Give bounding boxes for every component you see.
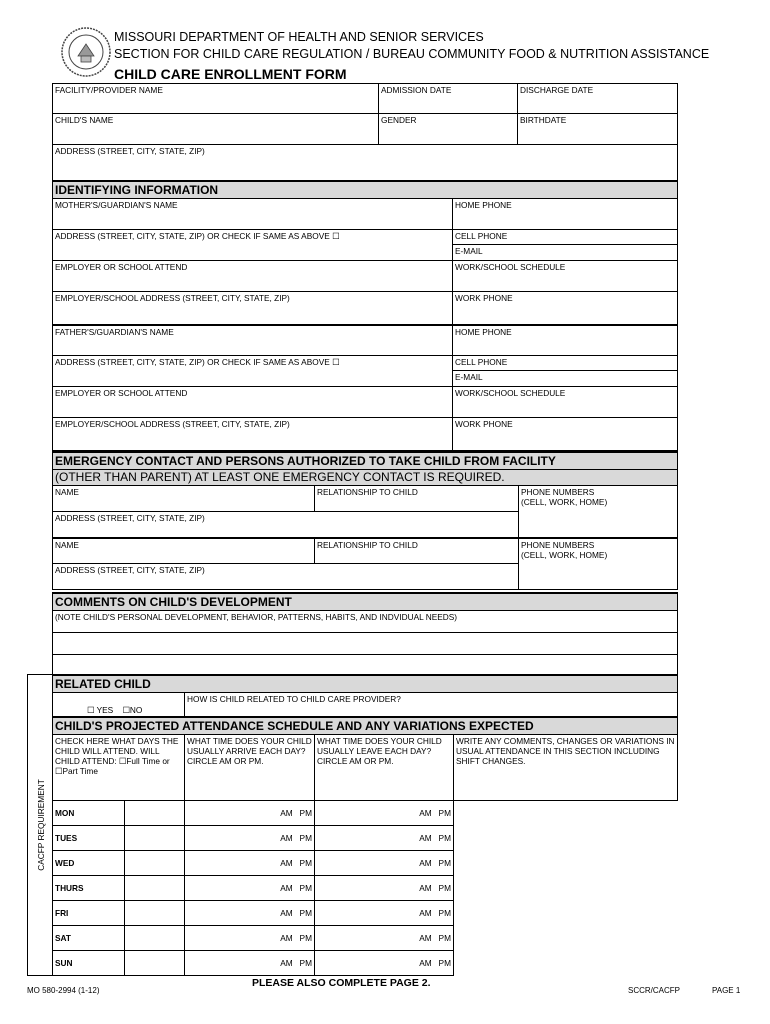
father-email-field[interactable]: E-MAIL bbox=[453, 371, 678, 387]
facility-name-field[interactable]: FACILITY/PROVIDER NAME bbox=[53, 84, 379, 114]
mother-work-phone-field[interactable]: WORK PHONE bbox=[453, 292, 678, 325]
mother-address-field[interactable]: ADDRESS (STREET, CITY, STATE, ZIP) OR CHECK IF SAME AS ABOVE ☐ bbox=[53, 230, 453, 261]
schedule-row-wed bbox=[53, 851, 678, 876]
day-label-sat: SAT bbox=[53, 926, 125, 951]
day-label-fri: FRI bbox=[53, 901, 125, 926]
related-question-field[interactable]: HOW IS CHILD RELATED TO CHILD CARE PROVIDER? bbox=[185, 693, 678, 717]
leave-time-tues[interactable]: AM PM bbox=[315, 826, 454, 851]
comments-variations-field[interactable]: WRITE ANY COMMENTS, CHANGES OR VARIATIONS IN USUAL ATTENDANCE IN THIS SECTION INCLUDING SHIFT CHANGES. bbox=[454, 735, 678, 801]
leave-time-fri[interactable]: AM PM bbox=[315, 901, 454, 926]
arrive-time-tues[interactable]: AM PM bbox=[185, 826, 315, 851]
mother-cell-field[interactable]: CELL PHONE bbox=[453, 230, 678, 245]
day-label-sun: SUN bbox=[53, 951, 125, 976]
emergency-table bbox=[52, 451, 678, 590]
related-yes-no[interactable] bbox=[53, 693, 185, 717]
mother-employer-address-field[interactable]: EMPLOYER/SCHOOL ADDRESS (STREET, CITY, STATE, ZIP) bbox=[53, 292, 453, 325]
form-title: CHILD CARE ENROLLMENT FORM bbox=[114, 66, 347, 82]
emergency1-name-field[interactable]: NAME bbox=[53, 486, 315, 512]
complete-page-2-note: PLEASE ALSO COMPLETE PAGE 2. bbox=[252, 977, 431, 989]
no-checkbox[interactable]: ☐NO bbox=[122, 705, 143, 715]
program-code: SCCR/CACFP bbox=[628, 986, 681, 995]
mother-schedule-field[interactable]: WORK/SCHOOL SCHEDULE bbox=[453, 261, 678, 292]
cacfp-requirement-label bbox=[27, 674, 53, 976]
form-number: MO 580-2994 (1-12) bbox=[27, 986, 100, 995]
emergency2-phone-field[interactable] bbox=[519, 538, 678, 590]
admission-date-field[interactable]: ADMISSION DATE bbox=[379, 84, 518, 114]
arrive-time-sun[interactable]: AM PM bbox=[185, 951, 315, 976]
schedule-row-mon bbox=[53, 801, 678, 826]
schedule-row-fri bbox=[53, 901, 678, 926]
leave-time-wed[interactable]: AM PM bbox=[315, 851, 454, 876]
comments-note-field[interactable]: (NOTE CHILD'S PERSONAL DEVELOPMENT, BEHAVIOR, PATTERNS, HABITS, AND INDVIDUAL NEEDS) bbox=[53, 611, 678, 633]
schedule-row-sun bbox=[53, 951, 678, 976]
department-name: MISSOURI DEPARTMENT OF HEALTH AND SENIOR SERVICES bbox=[114, 30, 484, 44]
phone-label: PHONE NUMBERS bbox=[521, 487, 595, 497]
comments-table bbox=[52, 592, 678, 677]
emergency1-address-field[interactable]: ADDRESS (STREET, CITY, STATE, ZIP) bbox=[53, 512, 519, 538]
phone-label: PHONE NUMBERS bbox=[521, 539, 595, 550]
emergency1-phone-field[interactable] bbox=[519, 486, 678, 538]
schedule-heading: CHILD'S PROJECTED ATTENDANCE SCHEDULE AND ANY VARIATIONS EXPECTED bbox=[53, 717, 678, 735]
day-check-wed[interactable] bbox=[125, 851, 185, 876]
day-check-fri[interactable] bbox=[125, 901, 185, 926]
father-employer-address-field[interactable]: EMPLOYER/SCHOOL ADDRESS (STREET, CITY, STATE, ZIP) bbox=[53, 418, 453, 451]
father-address-field[interactable]: ADDRESS (STREET, CITY, STATE, ZIP) OR CHECK IF SAME AS ABOVE ☐ bbox=[53, 356, 453, 387]
arrive-time-fri[interactable]: AM PM bbox=[185, 901, 315, 926]
leave-time-header: WHAT TIME DOES YOUR CHILD USUALLY LEAVE EACH DAY? CIRCLE AM OR PM. bbox=[315, 735, 454, 801]
schedule-row-sat bbox=[53, 926, 678, 951]
child-address-field[interactable]: ADDRESS (STREET, CITY, STATE, ZIP) bbox=[53, 145, 678, 181]
leave-time-sat[interactable]: AM PM bbox=[315, 926, 454, 951]
section-name: SECTION FOR CHILD CARE REGULATION / BUREAU COMMUNITY FOOD & NUTRITION ASSISTANCE bbox=[114, 47, 710, 61]
arrive-time-thurs[interactable]: AM PM bbox=[185, 876, 315, 901]
emergency2-address-field[interactable]: ADDRESS (STREET, CITY, STATE, ZIP) bbox=[53, 564, 519, 590]
emergency1-relationship-field[interactable]: RELATIONSHIP TO CHILD bbox=[315, 486, 519, 512]
missouri-seal-icon bbox=[60, 26, 112, 78]
mother-employer-field[interactable]: EMPLOYER OR SCHOOL ATTEND bbox=[53, 261, 453, 292]
discharge-date-field[interactable]: DISCHARGE DATE bbox=[518, 84, 678, 114]
identifying-heading: IDENTIFYING INFORMATION bbox=[53, 181, 678, 199]
day-check-sat[interactable] bbox=[125, 926, 185, 951]
emergency-subheading: (OTHER THAN PARENT) AT LEAST ONE EMERGENCY CONTACT IS REQUIRED. bbox=[53, 470, 678, 486]
day-label-tues: TUES bbox=[53, 826, 125, 851]
father-cell-field[interactable]: CELL PHONE bbox=[453, 356, 678, 371]
schedule-row-thurs bbox=[53, 876, 678, 901]
mother-email-field[interactable]: E-MAIL bbox=[453, 245, 678, 261]
emergency2-name-field[interactable]: NAME bbox=[53, 538, 315, 564]
father-home-phone-field[interactable]: HOME PHONE bbox=[453, 325, 678, 356]
child-name-field[interactable]: CHILD'S NAME bbox=[53, 114, 379, 145]
leave-time-sun[interactable]: AM PM bbox=[315, 951, 454, 976]
cacfp-label-text: CACFP REQUIREMENT bbox=[35, 779, 46, 871]
identifying-table bbox=[52, 180, 678, 451]
day-label-thurs: THURS bbox=[53, 876, 125, 901]
father-work-phone-field[interactable]: WORK PHONE bbox=[453, 418, 678, 451]
arrive-time-mon[interactable]: AM PM bbox=[185, 801, 315, 826]
mother-name-field[interactable]: MOTHER'S/GUARDIAN'S NAME bbox=[53, 199, 453, 230]
arrive-time-wed[interactable]: AM PM bbox=[185, 851, 315, 876]
schedule-table bbox=[52, 716, 678, 976]
phone-sub-label: (CELL, WORK, HOME) bbox=[521, 549, 608, 560]
arrive-time-sat[interactable]: AM PM bbox=[185, 926, 315, 951]
day-check-tues[interactable] bbox=[125, 826, 185, 851]
related-heading: RELATED CHILD bbox=[53, 675, 678, 693]
comments-line-2[interactable] bbox=[53, 633, 678, 655]
leave-time-mon[interactable]: AM PM bbox=[315, 801, 454, 826]
related-child-table bbox=[52, 674, 678, 717]
emergency2-relationship-field[interactable]: RELATIONSHIP TO CHILD bbox=[315, 538, 519, 564]
days-attend-header: CHECK HERE WHAT DAYS THE CHILD WILL ATTEND. WILL CHILD ATTEND: ☐Full Time or ☐Part Time bbox=[53, 735, 185, 801]
mother-home-phone-field[interactable]: HOME PHONE bbox=[453, 199, 678, 230]
gender-field[interactable]: GENDER bbox=[379, 114, 518, 145]
birthdate-field[interactable]: BIRTHDATE bbox=[518, 114, 678, 145]
comments-heading: COMMENTS ON CHILD'S DEVELOPMENT bbox=[53, 593, 678, 611]
day-check-sun[interactable] bbox=[125, 951, 185, 976]
day-check-mon[interactable] bbox=[125, 801, 185, 826]
father-name-field[interactable]: FATHER'S/GUARDIAN'S NAME bbox=[53, 325, 453, 356]
yes-checkbox[interactable]: ☐ YES bbox=[87, 705, 114, 715]
page-number: PAGE 1 bbox=[712, 986, 741, 995]
phone-sub-label: (CELL, WORK, HOME) bbox=[521, 497, 608, 507]
schedule-row-tues bbox=[53, 826, 678, 851]
arrive-time-header: WHAT TIME DOES YOUR CHILD USUALLY ARRIVE EACH DAY? CIRCLE AM OR PM. bbox=[185, 735, 315, 801]
leave-time-thurs[interactable]: AM PM bbox=[315, 876, 454, 901]
day-label-mon: MON bbox=[53, 801, 125, 826]
emergency-heading: EMERGENCY CONTACT AND PERSONS AUTHORIZED TO TAKE CHILD FROM FACILITY bbox=[53, 452, 678, 470]
father-schedule-field[interactable]: WORK/SCHOOL SCHEDULE bbox=[453, 387, 678, 418]
child-info-table bbox=[52, 83, 678, 181]
father-employer-field[interactable]: EMPLOYER OR SCHOOL ATTEND bbox=[53, 387, 453, 418]
day-check-thurs[interactable] bbox=[125, 876, 185, 901]
day-label-wed: WED bbox=[53, 851, 125, 876]
